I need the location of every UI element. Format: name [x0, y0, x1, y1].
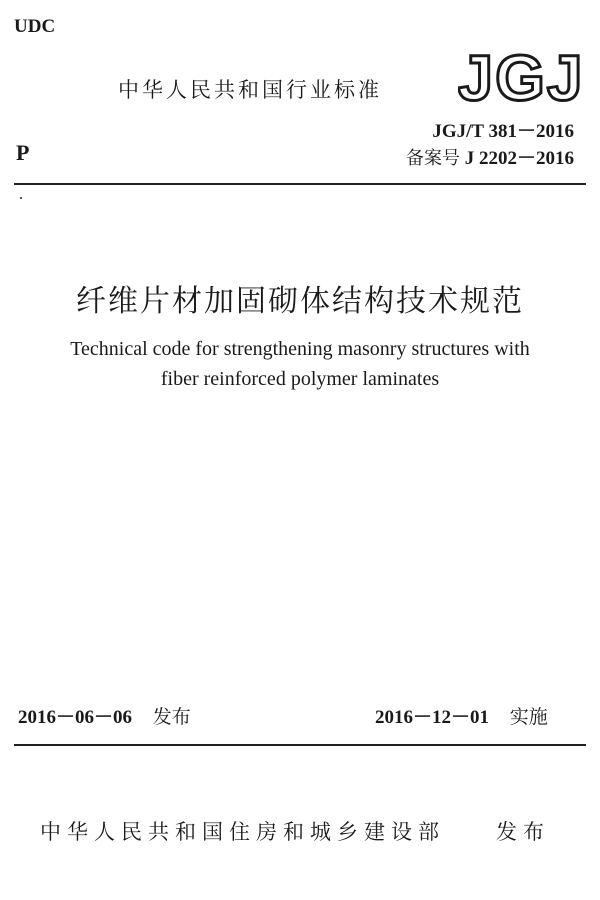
- implement-date-line: [375, 702, 548, 729]
- record-label: 备案号: [405, 148, 460, 169]
- jgj-logo-text: JGJ: [458, 42, 584, 110]
- jgj-logo: [458, 40, 584, 110]
- speck-mark: [20, 197, 22, 199]
- record-number-line: [406, 143, 574, 170]
- standard-number: JGJ/T 381－2016: [432, 121, 574, 142]
- udc-label: UDC: [14, 16, 56, 37]
- issue-label: 发布: [152, 706, 191, 728]
- issue-date: 2016－06－06: [18, 707, 133, 728]
- classification-code: P: [16, 140, 30, 165]
- title-english-line2: fiber reinforced polymer laminates: [160, 368, 440, 390]
- bottom-divider: [14, 744, 586, 746]
- top-divider: [14, 183, 586, 185]
- publish-label: 发布: [496, 820, 550, 844]
- implement-label: 实施: [509, 706, 548, 728]
- title-english-line1: Technical code for strengthening masonry structures with: [70, 338, 530, 360]
- publisher-name: 中华人民共和国住房和城乡建设部: [40, 820, 445, 844]
- implement-date: 2016－12－01: [375, 707, 490, 728]
- issue-date-line: [18, 702, 191, 729]
- title-chinese: 纤维片材加固砌体结构技术规范: [76, 284, 524, 319]
- industry-standard-label: 中华人民共和国行业标准: [118, 78, 382, 102]
- record-number: J 2202－2016: [464, 148, 574, 169]
